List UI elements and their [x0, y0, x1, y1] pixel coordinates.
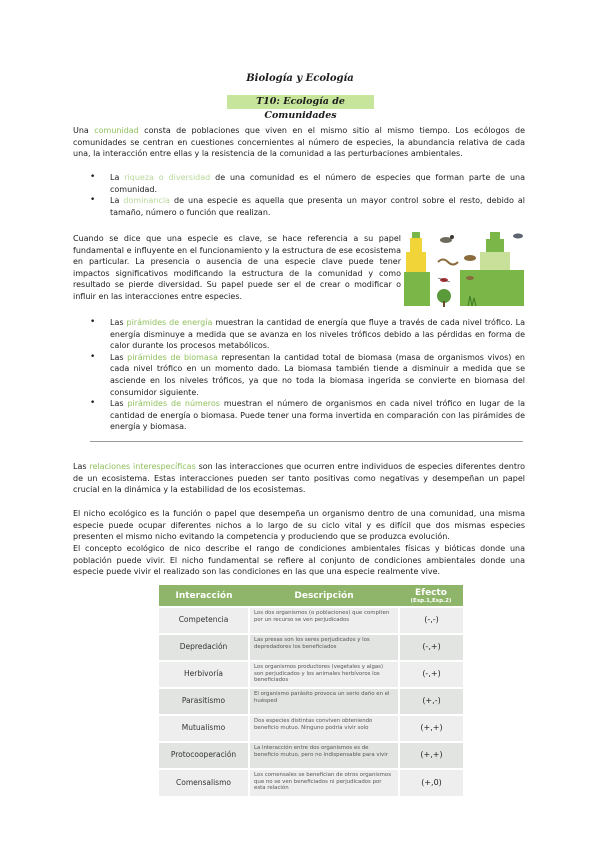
keystone-paragraph: Cuando se dice que una especie es clave, se hace referencia a su papel fundamental e influyente en el funcionamiento y la estructura de ese ecosistema en particular. La presencia o ausencia de una especie clave puede tener impactos significativos modificando la estructura de la comunidad y como resultado se pierde diversidad. Su papel puede ser el de crear o modificar o influir en las interacciones entre especies. — [73, 234, 401, 301]
pyramid-level-top — [412, 232, 420, 238]
intro-paragraph: Una comunidad consta de poblaciones que viven en el mismo sitio al mismo tiempo. Los ecólogos de comunidades se centran en cuestiones concernientes al número de especies, la abundancia relativa de cada una, la interacción entre ellas y la resistencia de la comunidad a las perturbaciones ambientales. — [73, 126, 525, 159]
document-topic-title: T10: Ecología de Comunidades — [227, 95, 374, 109]
table-row: Mutualismo Dos especies distintas conviven obteniendo beneficio mutuo. Ninguno podría vivir solo (+,+) — [159, 715, 463, 742]
trophic-pyramid-figure — [404, 228, 524, 310]
list-item: • Las pirámides de números muestran el número de organismos en cada nivel trófico en lugar de la cantidad de energía o biomasa. Puede tener una forma invertida en comparación con las pirámides de energía y biomasa. — [110, 398, 525, 433]
insect-icon — [438, 278, 450, 282]
pyramid-level — [480, 252, 510, 270]
bullet-list-pyramids — [110, 317, 525, 433]
pyramid-level — [486, 239, 504, 252]
tree-icon — [437, 289, 451, 307]
col-header-efecto: Efecto (Esp.1,Esp.2) — [399, 585, 463, 607]
document-subject: Biología y Ecología — [246, 73, 354, 84]
bird-icon — [513, 234, 523, 239]
pyramid-level — [406, 252, 426, 272]
interactions-table — [159, 585, 463, 796]
rodent-icon — [464, 255, 476, 261]
bird-icon — [440, 235, 454, 243]
pyramid-level-base — [404, 272, 430, 306]
term-comunidad: comunidad — [94, 126, 139, 135]
list-item: • Las pirámides de energía muestran la cantidad de energía que fluye a través de cada nivel trófico. La energía disminuye a medida que se avanza en los niveles tróficos debido a las pérdidas en forma de calor durante los procesos metabólicos. — [110, 317, 525, 352]
table-row: Depredación Las presas son los seres perjudicados y los depredadores los beneficiados (-,+) — [159, 634, 463, 661]
niche-paragraph-2: El concepto ecológico de nico describe el rango de condiciones ambientales físicas y bióticas donde una población puede vivir. El nicho fundamental se refiere al conjunto de condiciones ambientales donde una especie puede vivir el realizado son las condiciones en las que una especie realmente vive. — [73, 544, 525, 577]
pyramid-level-top — [490, 232, 500, 239]
col-header-interaccion: Interacción — [159, 585, 249, 607]
snake-icon — [438, 260, 458, 265]
bullet-list-diversity — [110, 172, 525, 218]
table-row: Herbivoría Los organismos productores (vegetales y algas) son perjudicados y los animales herbívoros los beneficiados (-,+) — [159, 661, 463, 688]
term-relaciones: relaciones interespecíficas — [89, 462, 196, 471]
pyramid-level-base — [460, 270, 524, 306]
section-divider — [90, 441, 523, 442]
pyramid-level — [410, 238, 422, 252]
insect-icon — [466, 276, 474, 280]
table-row: Competencia Los dos organismos (o poblaciones) que compiten por un recurso se ven perjudicados (-,-) — [159, 607, 463, 634]
table-row: Comensalismo Los comensales se benefician de otros organismos que no se ven beneficiados ni perjudicados por esta relación (+,0) — [159, 769, 463, 796]
niche-paragraph-1: El nicho ecológico es la función o papel que desempeña un organismo dentro de una comunidad, una misma especie puede ocupar diferentes nichos a lo largo de su ciclo vital y es difícil que dos mismas especies presenten el mismo nicho evitando la competencia y produciendo que se produzca evolución. — [73, 509, 525, 542]
table-row: Protocooperación La interacción entre dos organismos es de beneficio mutuo, pero no indispensable para vivir (+,+) — [159, 742, 463, 769]
table-row: Parasitismo El organismo parásito provoca un serio daño en el huésped (+,-) — [159, 688, 463, 715]
col-header-descripcion: Descripción — [249, 585, 399, 607]
list-item: • La dominancia de una especie es aquella que presenta un mayor control sobre el resto, debido al tamaño, número o función que realizan. — [110, 195, 525, 218]
list-item: • Las pirámides de biomasa representan la cantidad total de biomasa (masa de organismos vivos) en cada nivel trófico en un momento dado. La biomasa también tiende a disminuir a medida que se asciende en los niveles tróficos, ya que no toda la biomasa ingerida se convierte en biomasa del consumidor siguiente. — [110, 352, 525, 398]
relations-paragraph: Las relaciones interespecíficas son las interacciones que ocurren entre individuos de especies diferentes dentro de un ecosistema. Estas interacciones pueden ser tanto positivas como negativas y desempeñan un papel crucial en la dinámica y la estabilidad de los ecosistemas. — [73, 462, 526, 495]
list-item: • La riqueza o diversidad de una comunidad es el número de especies que forman parte de una comunidad. — [110, 172, 525, 195]
table-header-row — [159, 585, 463, 607]
